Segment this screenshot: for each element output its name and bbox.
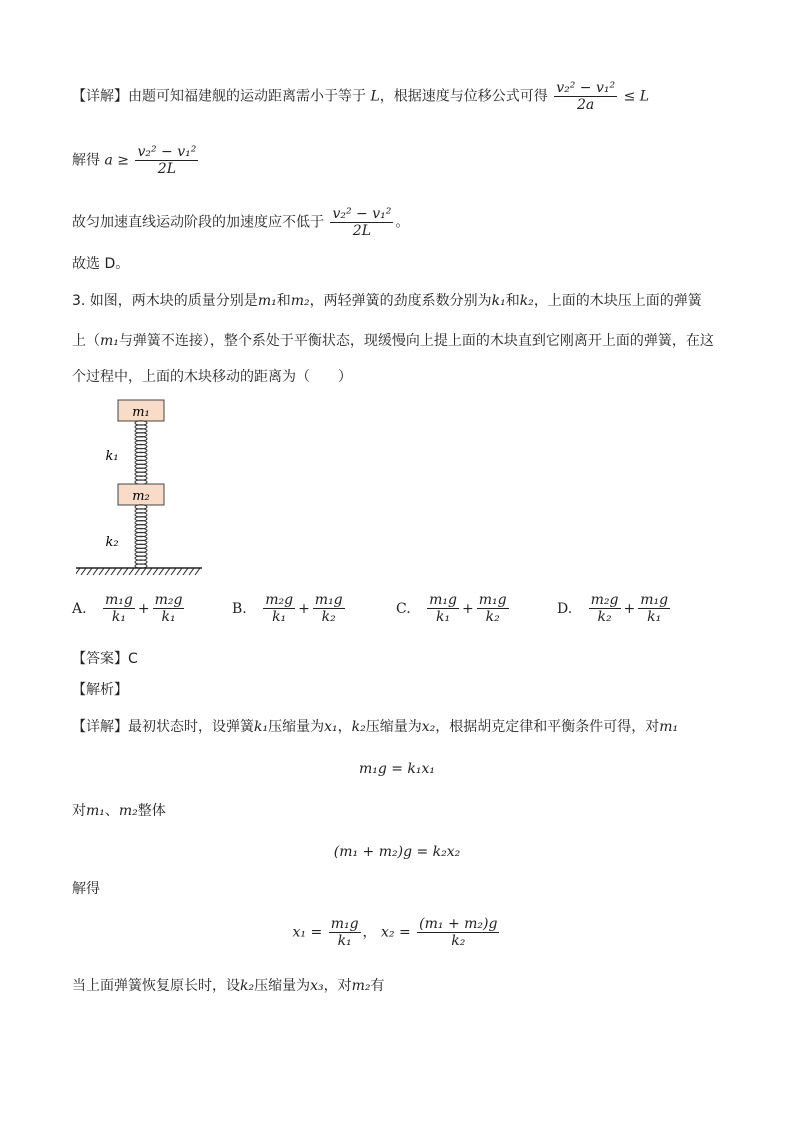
- hatch-mark: [183, 568, 188, 575]
- detail-text: 压缩量为: [268, 719, 325, 735]
- hatch-mark: [147, 568, 152, 575]
- denominator: k₁: [337, 933, 352, 949]
- denominator: k₂: [485, 609, 500, 625]
- a-geq: a ≥: [104, 152, 129, 169]
- numerator: (m₁ + m₂)g: [419, 916, 498, 932]
- fraction-numerator: v₂² − v₁²: [137, 144, 197, 160]
- fraction-v-over-2a: [554, 80, 617, 113]
- question-text: 上（: [72, 333, 100, 349]
- question-text: 和: [505, 293, 520, 309]
- eq3-fraction-1: [329, 916, 361, 949]
- option-a-term1: [103, 592, 135, 625]
- numerator: m₂g: [265, 592, 294, 608]
- equation-2: (m₁ + m₂)g = k₂x₂: [333, 844, 461, 860]
- hatch-mark: [93, 568, 98, 575]
- eq3-x2: x₂ =: [381, 924, 411, 941]
- detail-text: 【详解】最初状态时，设弹簧: [72, 719, 254, 735]
- detail-text: 故匀加速直线运动阶段的加速度应不低于: [72, 214, 324, 231]
- detail-line-1: [72, 80, 649, 113]
- fraction-v-over-2L: [135, 144, 198, 177]
- denominator: k₁: [111, 609, 126, 625]
- denominator: k₁: [161, 609, 176, 625]
- var-k2: k₂: [351, 719, 366, 735]
- fraction-v-over-2L: [330, 206, 393, 239]
- hatch-mark: [105, 568, 110, 575]
- numerator: m₁g: [314, 592, 343, 608]
- var-k1: k₁: [491, 293, 506, 309]
- question-line-3: 个过程中，上面的木块移动的距离为（ ）: [72, 369, 352, 385]
- var-m2: m₂: [118, 803, 138, 819]
- fraction-numerator: v₂² − v₁²: [556, 80, 616, 96]
- option-c[interactable]: [396, 592, 511, 625]
- hatch-mark: [165, 568, 170, 575]
- equation-1: m₁g = k₁x₁: [358, 761, 436, 777]
- detail-line-3: [72, 206, 409, 239]
- option-c-term1: [427, 592, 459, 625]
- detail-text: ，根据速度与位移公式可得: [379, 88, 548, 105]
- var-x3: x₃: [310, 978, 324, 994]
- hatch-mark: [159, 568, 164, 575]
- option-b[interactable]: [232, 592, 347, 625]
- eq3-x1: x₁ =: [292, 924, 323, 941]
- fraction-denominator: 2L: [352, 223, 372, 239]
- option-a[interactable]: [72, 592, 186, 625]
- numerator: m₁g: [105, 592, 133, 608]
- ground-hatch: [76, 568, 200, 575]
- plus-sign: +: [623, 600, 636, 617]
- block-m1-label: m₁: [132, 405, 150, 420]
- hatch-mark: [189, 568, 194, 575]
- plus-sign: +: [298, 600, 310, 617]
- detail-text: 有: [370, 978, 385, 994]
- var-m1: m₁: [100, 333, 119, 349]
- question-text: 3. 如图，两木块的质量分别是: [72, 293, 258, 309]
- denominator: k₁: [272, 609, 287, 625]
- numerator: m₁g: [429, 592, 457, 608]
- numerator: m₁g: [478, 592, 507, 608]
- detail-text: 解得: [72, 152, 100, 169]
- detail-text: 整体: [137, 803, 166, 819]
- fraction-denominator: 2L: [157, 161, 176, 177]
- detail-text: 对: [72, 803, 86, 819]
- analysis-title: 【解析】: [72, 682, 128, 698]
- var-m1: m₁: [257, 293, 277, 309]
- hatch-mark: [111, 568, 116, 575]
- numerator: m₁g: [640, 592, 669, 608]
- question-text: ，上面的木块压上面的弹簧: [533, 293, 702, 309]
- numerator: m₂g: [590, 592, 619, 608]
- hatch-mark: [195, 568, 200, 575]
- detail-paragraph-4: [72, 976, 385, 996]
- var-k2: k₂: [519, 293, 534, 309]
- leq-sign: ≤: [623, 88, 636, 105]
- hatch-mark: [81, 568, 86, 575]
- numerator: m₁g: [330, 916, 359, 932]
- option-c-label: C.: [396, 600, 411, 617]
- plus-sign: +: [137, 600, 150, 617]
- numerator: m₂g: [154, 592, 183, 608]
- option-b-term2: [313, 592, 345, 625]
- detail-text: ，对: [323, 978, 352, 994]
- question-text: 和: [276, 293, 291, 309]
- detail-text: 、: [104, 803, 119, 819]
- option-d-label: D.: [557, 600, 573, 617]
- hatch-mark: [129, 568, 134, 575]
- var-m2: m₂: [290, 293, 310, 309]
- answer-line: 【答案】C: [72, 651, 138, 667]
- denominator: k₂: [321, 609, 336, 625]
- spring-k2-label: k₂: [105, 535, 119, 550]
- var-k1: k₁: [254, 719, 269, 735]
- question-line-1: [72, 291, 702, 311]
- block-m2-label: m₂: [132, 489, 150, 504]
- option-d[interactable]: [557, 592, 672, 625]
- hatch-mark: [76, 568, 80, 575]
- question-text: 与弹簧不连接），整个系处于平衡状态，现缓慢向上提上面的木块直到它刚离开上面的弹簧，在这: [118, 333, 714, 349]
- option-b-term1: [263, 592, 295, 625]
- denominator: k₁: [647, 609, 662, 625]
- detail-paragraph-2: [72, 801, 166, 821]
- hatch-mark: [135, 568, 140, 575]
- detail-text: ，根据胡克定律和平衡条件可得，对: [435, 719, 660, 735]
- detail-text: 。: [395, 214, 410, 231]
- detail-text: 压缩量为: [254, 978, 311, 994]
- var-m1: m₁: [86, 803, 105, 819]
- var-L: L: [370, 88, 380, 105]
- var-x2: x₂: [421, 719, 436, 735]
- hatch-mark: [171, 568, 176, 575]
- option-d-term2: [638, 592, 670, 625]
- detail-line-2: [72, 144, 200, 177]
- var-m1: m₁: [659, 719, 679, 735]
- hatch-mark: [87, 568, 92, 575]
- detail-paragraph-3: 解得: [72, 881, 100, 897]
- denominator: k₂: [451, 933, 466, 949]
- plus-sign: +: [461, 600, 474, 617]
- eq3-fraction-2: [417, 916, 499, 949]
- spring-k1-label: k₁: [105, 449, 119, 464]
- option-b-label: B.: [232, 600, 247, 617]
- denominator: k₂: [597, 609, 612, 625]
- hatch-mark: [117, 568, 122, 575]
- var-L: L: [639, 88, 650, 105]
- question-line-2: [72, 331, 714, 351]
- question-text: ，两轻弹簧的劲度系数分别为: [309, 293, 492, 309]
- equation-3: [0, 916, 794, 949]
- spring-k2: [135, 505, 147, 568]
- choice-line: 故选 D。: [72, 256, 130, 272]
- option-a-term2: [153, 592, 185, 625]
- detail-text: 当上面弹簧恢复原长时，设: [72, 978, 240, 994]
- detail-text: ，: [337, 719, 352, 735]
- option-c-term2: [477, 592, 509, 625]
- hatch-mark: [123, 568, 128, 575]
- spring-block-diagram: [76, 396, 206, 578]
- var-k2: k₂: [240, 978, 255, 994]
- hatch-mark: [99, 568, 104, 575]
- option-a-label: A.: [72, 600, 87, 617]
- var-x1: x₁: [324, 719, 338, 735]
- var-m2: m₂: [351, 978, 371, 994]
- separator: ，: [362, 924, 377, 941]
- fraction-numerator: v₂² − v₁²: [332, 206, 392, 222]
- hatch-mark: [141, 568, 146, 575]
- fraction-denominator: 2a: [577, 97, 595, 113]
- hatch-mark: [177, 568, 182, 575]
- spring-k1: [135, 421, 147, 484]
- detail-text: 【详解】由题可知福建舰的运动距离需小于等于: [72, 88, 366, 105]
- option-d-term1: [589, 592, 621, 625]
- denominator: k₁: [436, 609, 451, 625]
- detail-paragraph-1: [72, 717, 678, 737]
- detail-text: 压缩量为: [365, 719, 422, 735]
- hatch-mark: [153, 568, 158, 575]
